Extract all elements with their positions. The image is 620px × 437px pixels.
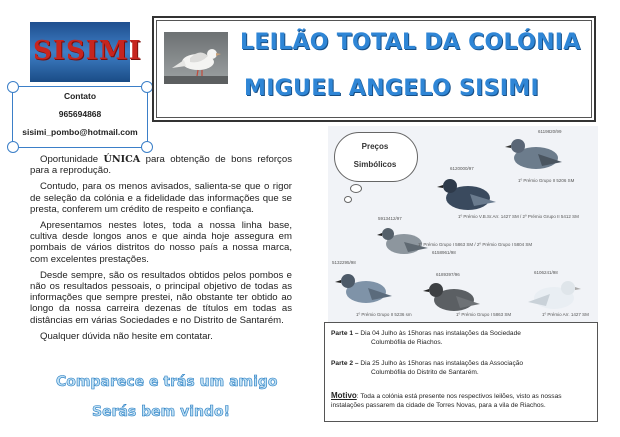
ring-label: 6189397/96 xyxy=(436,272,460,277)
white-dove-photo xyxy=(164,32,228,84)
contact-heading: Contato xyxy=(63,91,97,101)
sisimi-logo xyxy=(30,22,142,82)
title-line-1: LEILÃO TOTAL DA COLÓNIA xyxy=(240,30,581,55)
paragraph-3: Apresentamos nestes lotes, toda a nossa linha base, cultiva desde longos anos e que ainda hoje assegura em pombais de vários distritos do nosso país a nossa marca, com excelentes prestações. xyxy=(30,220,292,265)
part-2-text: Dia 25 Julho às 15horas nas instalações da Associação xyxy=(360,360,524,367)
p1-pre: Oportunidade xyxy=(40,154,104,165)
cloud-dot xyxy=(344,196,352,203)
paragraph-2: Contudo, para os menos avisados, salienta-se que o rigor de seleção da colónia e a fidelidade das informações que se presta, conferem um crédito de respeito e confiança. xyxy=(30,181,292,215)
paragraph-5: Qualquer dúvida não hesite em contatar. xyxy=(40,330,213,342)
pigeon-image xyxy=(498,132,568,178)
contact-email[interactable]: sisimi_pombo@hotmail.com xyxy=(22,127,138,137)
paragraph-1 xyxy=(30,154,292,176)
cloud-dot xyxy=(350,184,362,193)
motive-text: : Toda a colónia está presente nos respectivos leilões, visto as nossas xyxy=(356,393,562,400)
part-1-text: Dia 04 Julho às 15horas nas instalações da Sociedade xyxy=(360,330,521,337)
ring-label: 5132295/98 xyxy=(332,260,356,265)
price-cloud xyxy=(330,132,418,190)
pigeon-caption: 1º Prémio Grupo I 5863 SM / 2º Prémio Grupo I 5804 SM xyxy=(418,242,533,247)
pigeon-caption: 1º Prémio Grupo I 5863 SM xyxy=(456,312,512,317)
ring-label: 6106241/98 xyxy=(534,270,558,275)
part-2 xyxy=(331,359,591,377)
auction-info-box xyxy=(324,322,598,422)
pigeon-image xyxy=(332,266,396,314)
contact-card xyxy=(12,86,148,148)
motive xyxy=(331,391,591,410)
motive-text-2: instalações passarem da cidade de Torres Novas, para a vila de Riachos. xyxy=(331,402,546,409)
cloud-line-1: Preços xyxy=(361,142,389,151)
part-2-text-2: Columbófila do Distrito de Santarém. xyxy=(371,369,479,376)
dove-icon xyxy=(164,32,228,84)
paragraph-4: Desde sempre, são os resultados obtidos pelos pombos e não os resultados pessoais, o principal objetivo de todas as informações que sempre prestei, não obstante ter obtido ao longo da nossa carreira dezenas de títulos em todas as distâncias em várias Sociedades e no Distrito de Santarém. xyxy=(30,269,292,326)
scroll-curl-icon xyxy=(7,81,19,93)
part-2-label: Parte 2 – xyxy=(331,360,359,367)
ring-label: 6119820/99 xyxy=(538,129,562,134)
pigeon-caption: 1º Prémio V.B.Sr.Arr. 1427 SM / 2º Prémio Grupo II 5412 SM xyxy=(458,214,579,219)
title-line-2: MIGUEL ANGELO SISIMI xyxy=(244,76,539,101)
part-1 xyxy=(331,329,591,347)
motive-label: Motivo xyxy=(331,391,357,400)
p1-emphasis: ÚNICA xyxy=(103,154,141,165)
part-1-text-2: Columbófila de Riachos. xyxy=(371,339,443,346)
logo-text: SISIMI xyxy=(33,36,142,66)
ring-label: 6158961/98 xyxy=(432,250,456,255)
part-1-label: Parte 1 – xyxy=(331,330,359,337)
slogan-line-1: Comparece e trás um amigo xyxy=(56,374,278,390)
p1-post: para obtenção de bons reforços para a reprodução. xyxy=(30,154,292,177)
pigeon-caption: 1º Prémio Arr. 1427 SM xyxy=(542,312,589,317)
scroll-curl-icon xyxy=(141,141,153,153)
ring-label: 6120000/97 xyxy=(450,166,474,171)
pigeon-caption: 1º Prémio Grupo II 5236 sm xyxy=(356,312,412,317)
body-text xyxy=(30,154,292,347)
cloud-line-2: Simbólicos xyxy=(353,160,397,169)
scroll-curl-icon xyxy=(7,141,19,153)
slogan-line-2: Serás bem vindo! xyxy=(91,404,231,420)
cloud-bubble xyxy=(334,132,418,182)
contact-phone: 965694868 xyxy=(58,109,102,119)
header-banner xyxy=(152,16,596,122)
pigeon-image xyxy=(432,170,502,220)
ring-label: 5913412/97 xyxy=(378,216,402,221)
pigeon-caption: 1º Prémio Grupo II 5206 SM xyxy=(518,178,575,183)
